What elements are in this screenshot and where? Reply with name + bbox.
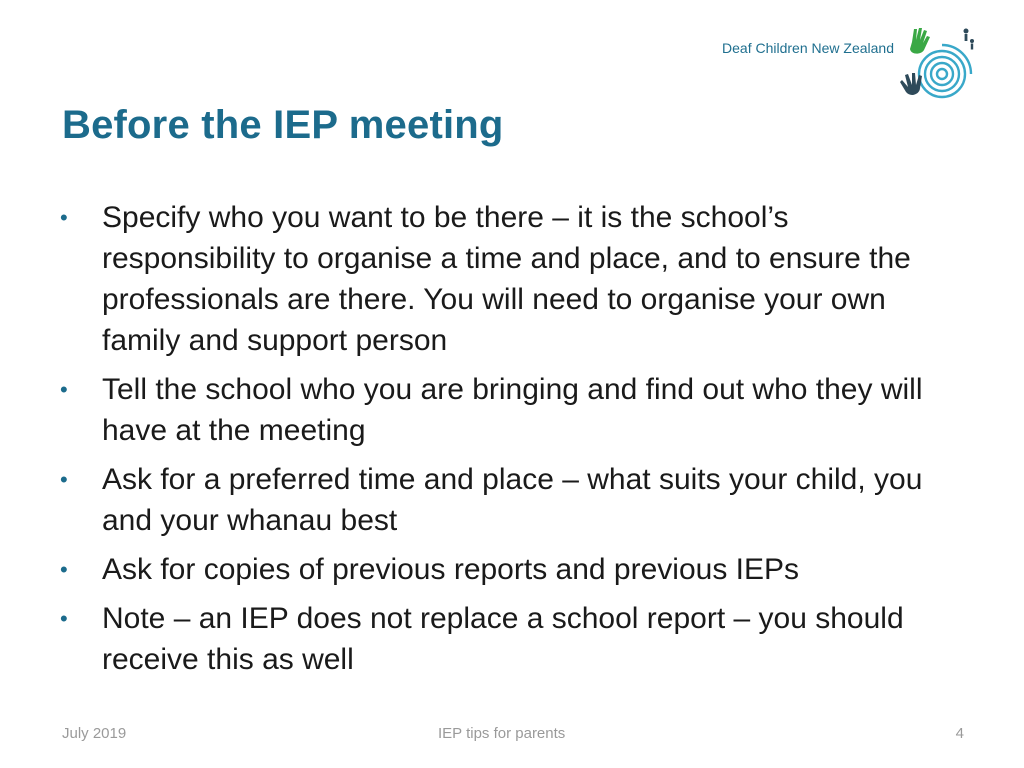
bullet-list <box>60 197 960 688</box>
bullet-text: Tell the school who you are bringing and find out who they will have at the meeting <box>102 373 923 447</box>
bullet-dot-icon: • <box>60 205 68 230</box>
bullet-item <box>60 459 960 541</box>
bullet-text: Specify who you want to be there – it is the school’s responsibility to organise a time and place, and to ensure the professionals are there. You will need to organise your own family and support person <box>102 201 911 357</box>
bullet-dot-icon: • <box>60 377 68 402</box>
footer-date: July 2019 <box>62 725 127 742</box>
bullet-dot-icon: • <box>60 606 68 631</box>
bullet-text: Ask for a preferred time and place – what suits your child, you and your whanau best <box>102 463 923 537</box>
bullet-item <box>60 598 960 680</box>
page-number: 4 <box>955 725 964 742</box>
org-name: Deaf Children New Zealand <box>722 40 894 56</box>
slide-title: Before the IEP meeting <box>62 103 504 147</box>
bullet-text: Note – an IEP does not replace a school report – you should receive this as well <box>102 602 904 676</box>
bullet-text: Ask for copies of previous reports and previous IEPs <box>102 553 800 586</box>
bullet-dot-icon: • <box>60 467 68 492</box>
footer-title: IEP tips for parents <box>438 725 566 742</box>
bullet-item <box>60 369 960 451</box>
hands-spiral-logo-icon <box>898 22 978 114</box>
bullet-dot-icon: • <box>60 557 68 582</box>
bullet-item <box>60 197 960 361</box>
bullet-item <box>60 549 960 590</box>
